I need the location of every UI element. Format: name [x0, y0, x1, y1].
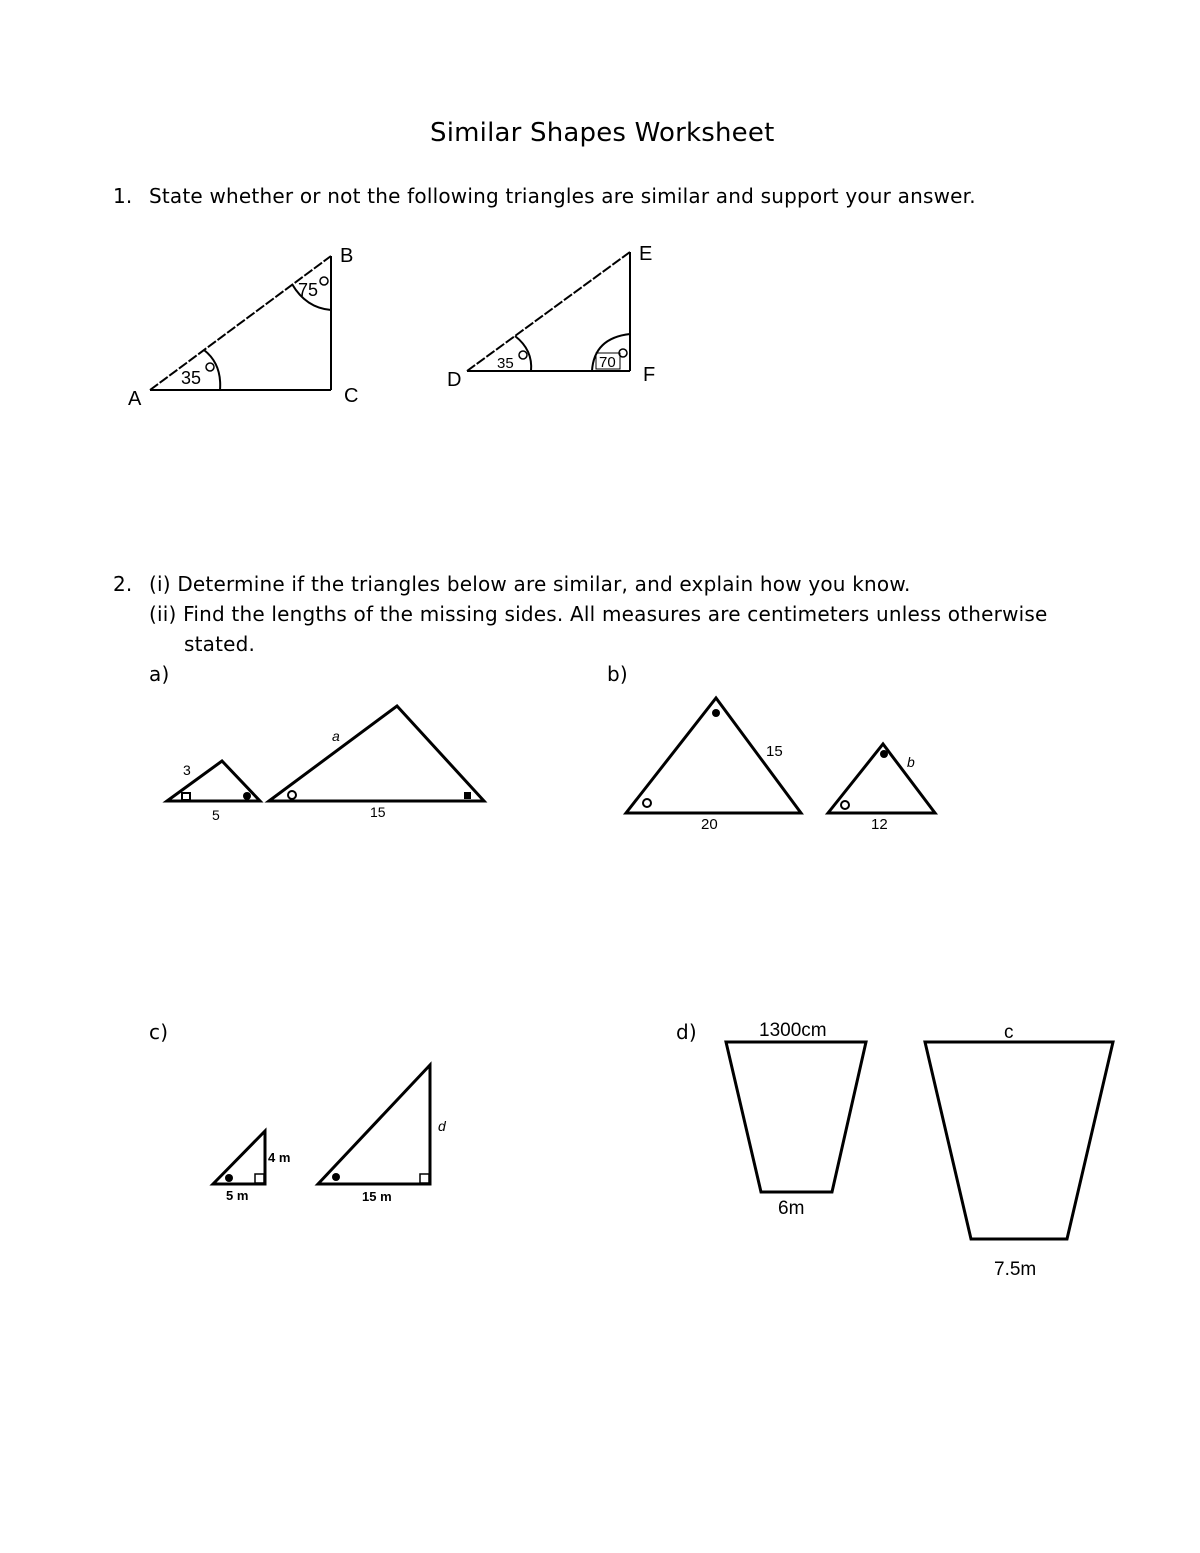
question-2-part-i: (i) Determine if the triangles below are similar, and explain how you know.: [149, 572, 911, 596]
part-c-large-base-label: 15 m: [362, 1189, 392, 1204]
vertex-e-label: E: [639, 243, 653, 265]
triangle-abc: [150, 256, 331, 390]
part-b-large-base-label: 20: [701, 816, 718, 833]
open-angle-marker: [841, 801, 849, 809]
degree-sign-a: [206, 363, 214, 371]
trapezoid-d-small: [726, 1042, 866, 1192]
vertex-b-label: B: [340, 245, 354, 267]
part-d-small-bottom-label: 6m: [778, 1198, 805, 1219]
open-angle-marker: [182, 793, 190, 800]
part-b-label: b): [607, 662, 628, 686]
trapezoid-d-large: [925, 1042, 1113, 1239]
open-angle-marker: [643, 799, 651, 807]
part-b-large-side-label: 15: [766, 743, 783, 760]
part-c-small-base-label: 5 m: [226, 1188, 249, 1203]
filled-angle-marker: [464, 792, 471, 799]
question-1-text: State whether or not the following triangles are similar and support your answer.: [149, 184, 976, 208]
part-a-small-side-label: 3: [183, 762, 191, 778]
part-a-triangles: [167, 706, 484, 801]
part-d-large-bottom-label: 7.5m: [994, 1259, 1037, 1280]
question-2-part-ii-line1: (ii) Find the lengths of the missing sides. All measures are centimeters unless otherwise: [149, 602, 1048, 626]
right-angle-marker: [420, 1174, 429, 1183]
part-a-small-base-label: 5: [212, 807, 220, 823]
part-c-large-height-label: d: [438, 1118, 446, 1134]
part-d-label: d): [676, 1020, 697, 1044]
filled-angle-marker: [332, 1173, 340, 1181]
part-a-large-base-label: 15: [370, 804, 386, 820]
degree-sign-b: [320, 277, 328, 285]
vertex-a-label: A: [128, 388, 142, 410]
triangle-a-large: [269, 706, 484, 801]
vertex-d-label: D: [447, 369, 462, 391]
part-c-small-height-label: 4 m: [268, 1150, 291, 1165]
open-angle-marker: [288, 791, 296, 799]
part-a-markers: [182, 791, 471, 800]
angle-arc-d: [515, 336, 531, 371]
part-b-small-base-label: 12: [871, 816, 888, 833]
filled-angle-marker: [712, 709, 720, 717]
vertex-f-label: F: [643, 364, 656, 386]
filled-angle-marker: [225, 1174, 233, 1182]
angle-f-value: 70: [599, 354, 616, 371]
filled-angle-marker: [880, 750, 888, 758]
part-c-triangles: [213, 1065, 430, 1184]
part-c-label: c): [149, 1020, 169, 1044]
question-2-number: 2.: [113, 572, 133, 596]
part-d-large-top-label: c: [1004, 1022, 1014, 1043]
vertex-c-label: C: [344, 385, 359, 407]
filled-angle-marker: [243, 792, 251, 800]
part-d-small-top-label: 1300cm: [759, 1020, 827, 1041]
angle-a-value: 35: [181, 368, 202, 388]
page-title: Similar Shapes Worksheet: [430, 118, 775, 148]
triangle-c-small: [213, 1131, 265, 1184]
angle-d-value: 35: [497, 355, 514, 372]
degree-sign-d: [519, 351, 527, 359]
part-a-label: a): [149, 662, 170, 686]
question-2-part-ii-line2: stated.: [184, 632, 256, 656]
part-b-small-side-label: b: [907, 754, 915, 770]
question-1-number: 1.: [113, 184, 133, 208]
angle-b-value: 75: [298, 280, 319, 300]
right-angle-marker: [255, 1174, 264, 1183]
triangle-c-large: [318, 1065, 430, 1184]
part-a-large-side-label: a: [332, 728, 340, 744]
